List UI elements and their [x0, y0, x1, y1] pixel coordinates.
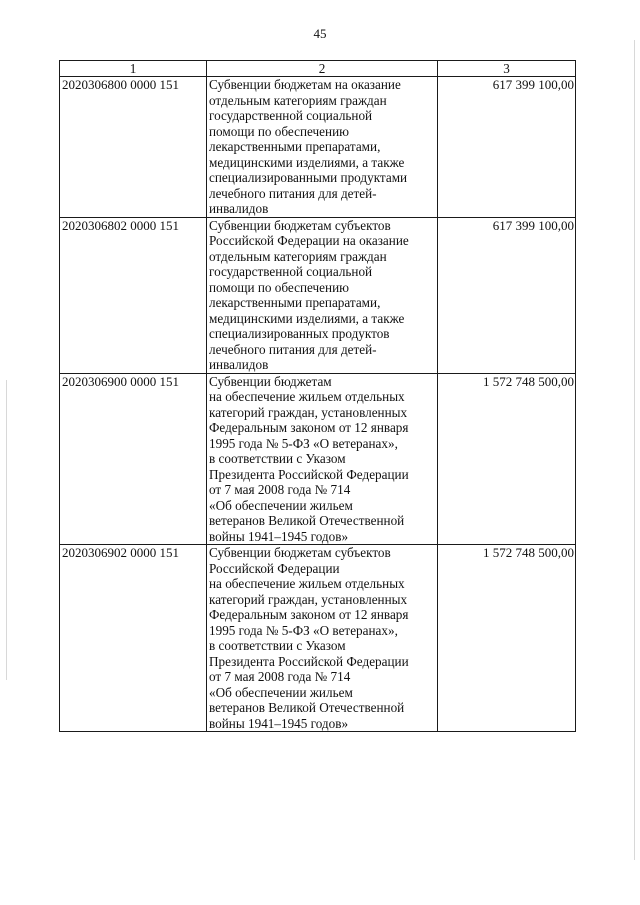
budget-code-cell: 2020306902 0000 151 — [60, 545, 207, 732]
description-cell: Субвенции бюджетам на оказание отдельным категориям граждан государственной социальной помощи по обеспечению лекарственными препаратами, медицинскими изделиями, а также специализированными продуктами лечебного питания для детей- инвалидов — [207, 77, 438, 218]
budget-code-cell: 2020306800 0000 151 — [60, 77, 207, 218]
column-header-description: 2 — [207, 61, 438, 77]
budget-code-cell: 2020306802 0000 151 — [60, 217, 207, 373]
budget-code-cell: 2020306900 0000 151 — [60, 373, 207, 545]
header-row — [60, 61, 576, 77]
column-header-amount: 3 — [438, 61, 576, 77]
scan-edge-left — [6, 380, 7, 680]
table-row — [60, 373, 576, 545]
amount-cell: 1 572 748 500,00 — [438, 545, 576, 732]
column-header-code: 1 — [60, 61, 207, 77]
scan-edge-right — [634, 40, 635, 860]
table-row — [60, 545, 576, 732]
description-cell: Субвенции бюджетам субъектов Российской Федерации на оказание отдельным категориям граждан государственной социальной помощи по обеспечению лекарственными препаратами, медицинскими изделиями, а также специализированных продуктов лечебного питания для детей- инвалидов — [207, 217, 438, 373]
description-cell: Субвенции бюджетам субъектов Российской Федерации на обеспечение жильем отдельных категорий граждан, установленных Федеральным законом от 12 января 1995 года № 5-ФЗ «О ветеранах», в соответствии с Указом Президента Российской Федерации от 7 мая 2008 года № 714 «Об обеспечении жильем ветеранов Великой Отечественной войны 1941–1945 годов» — [207, 545, 438, 732]
amount-cell: 1 572 748 500,00 — [438, 373, 576, 545]
budget-table — [59, 60, 576, 732]
description-cell: Субвенции бюджетам на обеспечение жильем отдельных категорий граждан, установленных Федеральным законом от 12 января 1995 года № 5-ФЗ «О ветеранах», в соответствии с Указом Президента Российской Федерации от 7 мая 2008 года № 714 «Об обеспечении жильем ветеранов Великой Отечественной войны 1941–1945 годов» — [207, 373, 438, 545]
table-row — [60, 217, 576, 373]
page-number: 45 — [313, 26, 327, 41]
amount-cell: 617 399 100,00 — [438, 217, 576, 373]
table-row — [60, 77, 576, 218]
amount-cell: 617 399 100,00 — [438, 77, 576, 218]
